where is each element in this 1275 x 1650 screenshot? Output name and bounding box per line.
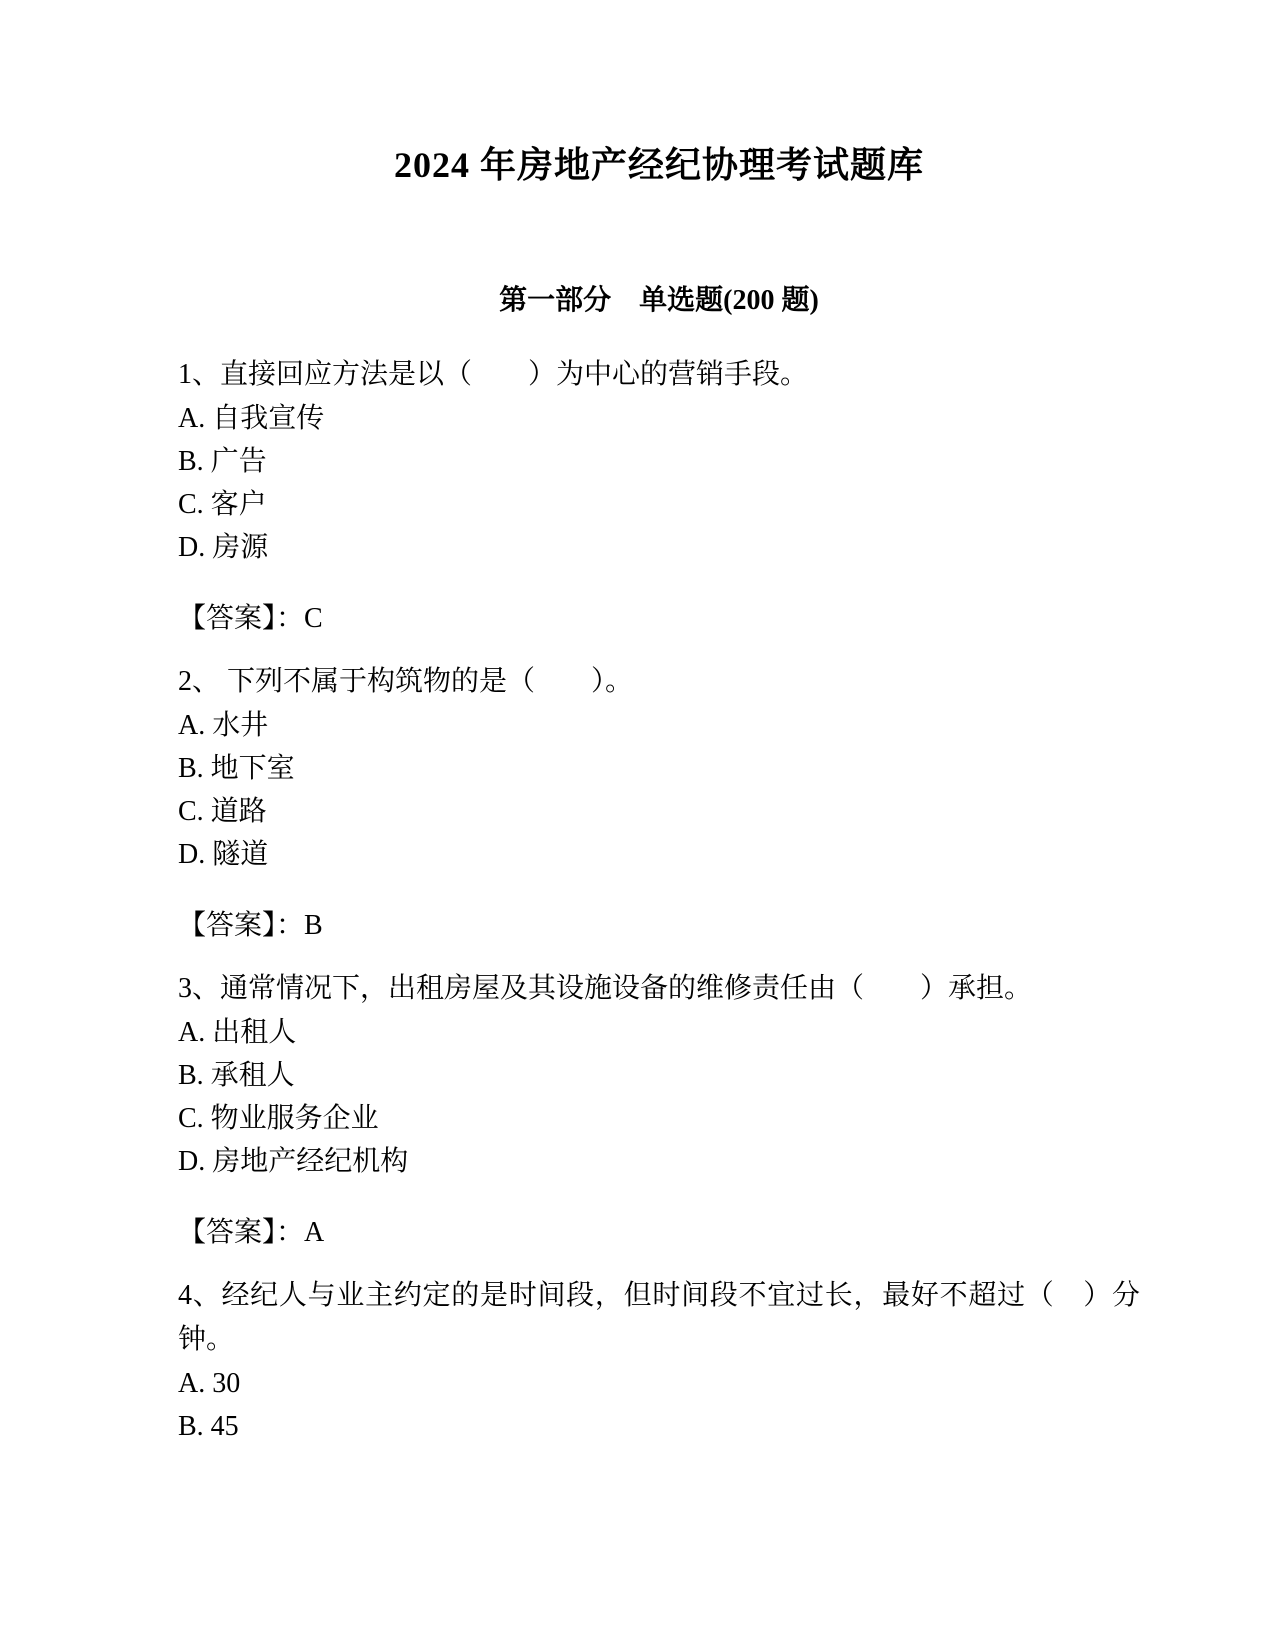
option-b: B. 地下室 — [178, 753, 295, 784]
option-d: D. 隧道 — [178, 839, 269, 870]
option-a: A. 出租人 — [178, 1017, 297, 1048]
option-c: C. 物业服务企业 — [178, 1103, 379, 1134]
document-title: 2024 年房地产经纪协理考试题库 — [393, 145, 924, 185]
option-a: A. 水井 — [178, 710, 269, 741]
answer-line: 【答案】：B — [178, 910, 323, 941]
option-a: A. 自我宣传 — [178, 403, 325, 434]
option-a: A. 30 — [178, 1368, 241, 1399]
question-block-3 — [178, 967, 1140, 1254]
question-text: 1、直接回应方法是以（ ）为中心的营销手段。 — [178, 359, 809, 390]
question-block-4 — [178, 1274, 1140, 1448]
option-d: D. 房源 — [178, 532, 269, 563]
option-b: B. 广告 — [178, 446, 267, 477]
question-list — [178, 353, 1140, 1448]
answer-line: 【答案】：A — [178, 1217, 325, 1248]
option-b: B. 承租人 — [178, 1060, 295, 1091]
section-heading: 第一部分 单选题(200 题) — [499, 285, 819, 316]
question-text: 2、 下列不属于构筑物的是（ ）。 — [178, 666, 634, 697]
question-block-1 — [178, 353, 1140, 640]
question-text: 3、通常情况下，出租房屋及其设施设备的维修责任由（ ）承担。 — [178, 973, 1033, 1004]
question-text: 4、经纪人与业主约定的是时间段，但时间段不宜过长，最好不超过（ ）分钟。 — [178, 1280, 1140, 1355]
option-c: C. 客户 — [178, 489, 267, 520]
option-b: B. 45 — [178, 1411, 239, 1442]
question-block-2 — [178, 660, 1140, 947]
option-d: D. 房地产经纪机构 — [178, 1146, 409, 1177]
option-c: C. 道路 — [178, 796, 267, 827]
answer-line: 【答案】：C — [178, 603, 323, 634]
